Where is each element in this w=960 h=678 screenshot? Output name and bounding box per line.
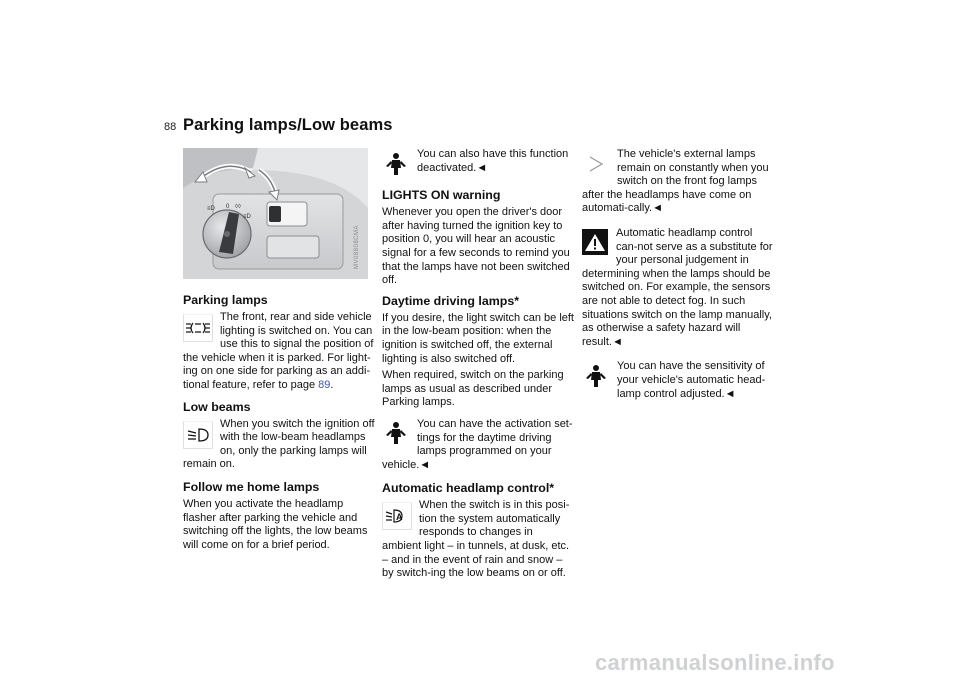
auto-headlamp-text: When the switch is in this posi-tion the system automatically responds to changes in ambient light – in tunnels, at dusk, etc. – and in the event of rain and snow – by switch-ing the low beams on or off. <box>382 499 570 580</box>
column-3 <box>582 148 774 404</box>
low-beams-text: When you switch the ignition off with the low-beam headlamps on, only the parking lamps will remain on. <box>183 417 375 471</box>
parking-lamps-symbol-icon <box>183 314 213 342</box>
mechanic-icon <box>382 420 409 447</box>
daytime-text-1: If you desire, the light switch can be left in the low-beam position: when the ignition is switched off, the external lighting is also switched off. <box>382 311 574 365</box>
follow-me-home-text: When you activate the headlamp flasher after parking the vehicle and switching off the lights, the low beams will come on for a brief period. <box>183 497 368 551</box>
fog-lamps-note <box>582 148 774 219</box>
deactivate-note-text: You can also have this function deactivated.◄ <box>417 148 569 174</box>
heading-low-beams: Low beams <box>183 399 251 414</box>
auto-headlamp-section <box>382 499 574 584</box>
heading-daytime-driving-lamps: Daytime driving lamps* <box>382 293 520 308</box>
watermark: carmanualsonline.info <box>595 650 835 675</box>
warning-triangle-icon <box>582 229 608 255</box>
page-link-89[interactable]: 89 <box>318 378 331 391</box>
safety-warning-text: Automatic headlamp control can-not serve as a substitute for your personal judgement in determining when the lamps should be switched on. For example, the sensors are not able to detect fog. In such situations switch on the lamp manually, as otherwise a safety hazard will result.◄ <box>582 226 773 348</box>
note-arrow-icon <box>582 150 609 177</box>
column-2 <box>382 148 574 584</box>
daytime-note-text: You can have the activation set-tings for the daytime driving lamps programmed on your vehicle.◄ <box>382 417 573 471</box>
safety-warning <box>582 227 774 352</box>
heading-follow-me-home: Follow me home lamps <box>183 479 320 494</box>
auto-headlamp-symbol-icon <box>382 502 412 530</box>
mechanic-icon <box>582 362 609 389</box>
daytime-text-2: When required, switch on the parking lamps as usual as described under Parking lamps. <box>382 369 564 409</box>
light-switch-illustration <box>183 148 368 279</box>
parking-lamps-section <box>183 311 375 396</box>
figure-code: MV08808CMA <box>354 224 361 269</box>
svg-text:≡D: ≡D <box>207 206 215 212</box>
parking-lamps-text: The front, rear and side vehicle lighting is switched on. You can use this to signal the position of the vehicle when it is parked. For light-ing on one side for parking as an addi-tional feature, refer to page 89. <box>183 311 374 391</box>
heading-parking-lamps: Parking lamps <box>183 293 268 307</box>
low-beams-section <box>183 418 375 475</box>
svg-text:A: A <box>396 512 403 523</box>
deactivate-note <box>382 148 574 178</box>
lights-on-text: Whenever you open the driver's door after having turned the ignition key to position 0, you will hear an acoustic signal for a few seconds to remind you that the lamps have not been switched off. <box>382 206 570 287</box>
sensitivity-note-text: You can have the sensitivity of your vehicle's automatic head-lamp control adjusted.◄ <box>617 360 766 400</box>
daytime-note <box>382 418 574 475</box>
mechanic-icon <box>382 150 409 177</box>
heading-lights-on-warning: LIGHTS ON warning <box>382 188 501 203</box>
svg-text:0: 0 <box>226 204 230 210</box>
fog-lamps-note-text: The vehicle's external lamps remain on constantly when you switch on the front fog lamps after the headlamps have come on automati-cally.◄ <box>582 148 769 215</box>
svg-text:◊◊: ◊◊ <box>235 204 241 210</box>
heading-automatic-headlamp-control: Automatic headlamp control* <box>382 481 555 496</box>
low-beam-symbol-icon <box>183 421 213 449</box>
sensitivity-note <box>582 360 774 404</box>
svg-text:≡D: ≡D <box>243 214 251 220</box>
column-1 <box>183 148 375 555</box>
page-number: 88 <box>164 121 177 133</box>
page-title: Parking lamps/Low beams <box>183 116 393 134</box>
light-switch-figure <box>183 148 368 279</box>
